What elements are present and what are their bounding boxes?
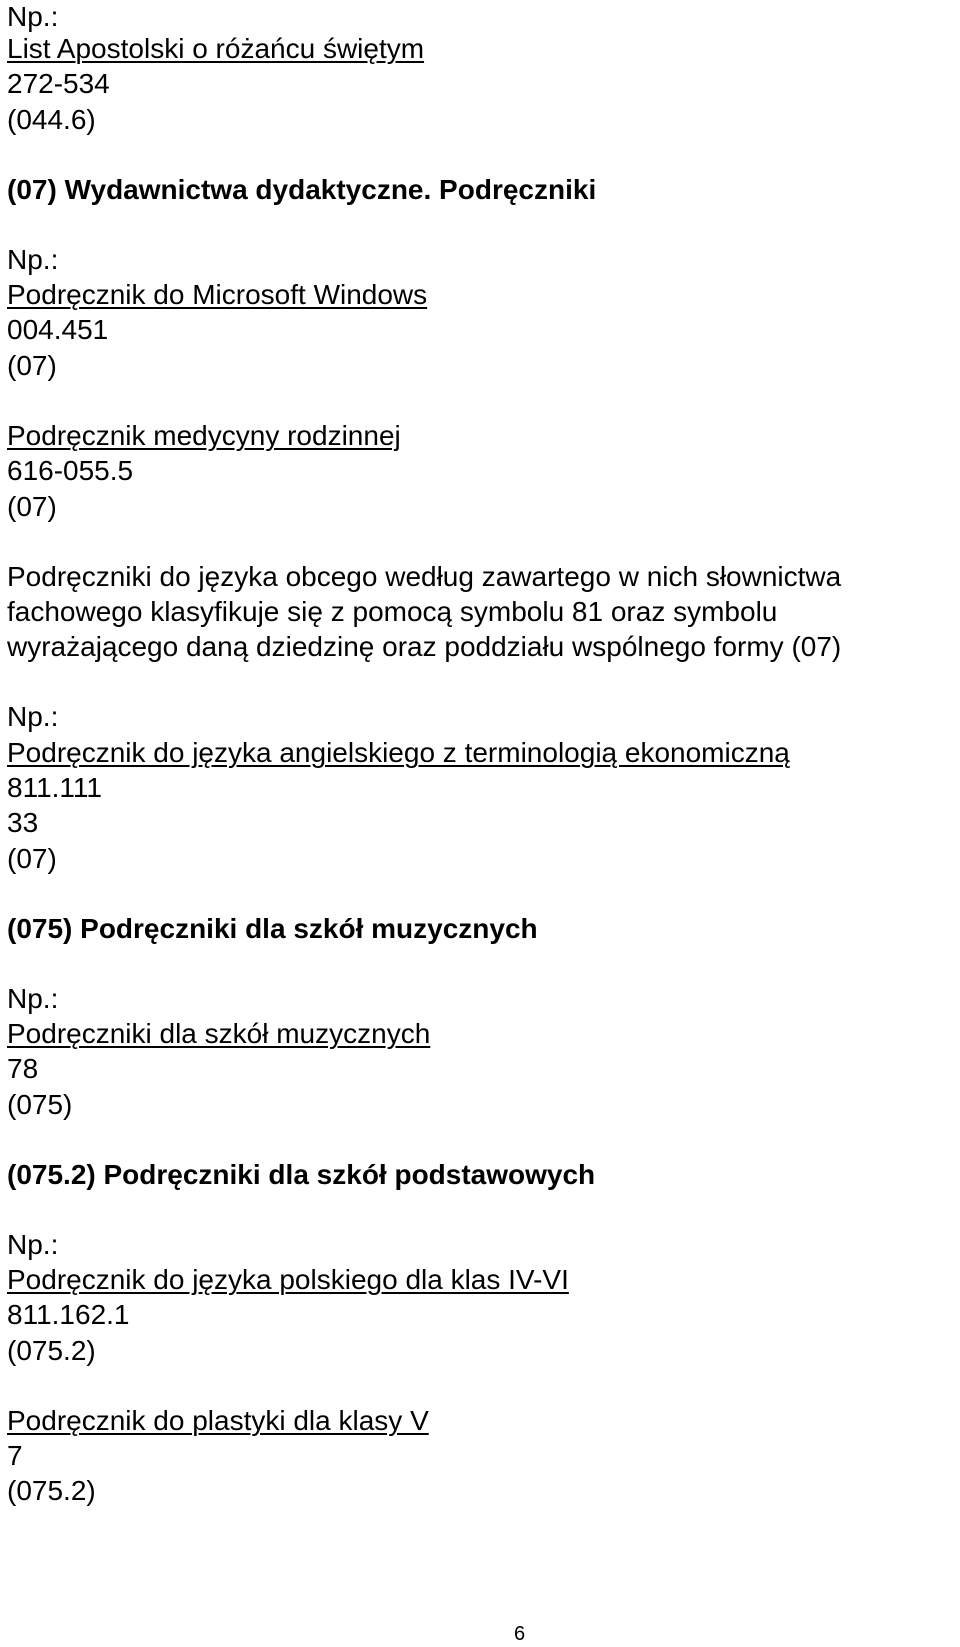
udc-code: (075.2) (7, 1475, 96, 1506)
example-label: Np.: (7, 983, 59, 1014)
udc-code: 33 (7, 807, 39, 838)
page-number: 6 (514, 1623, 526, 1645)
udc-code: 78 (7, 1053, 39, 1084)
example-title: Podręcznik do języka angielskiego z terminologią ekonomiczną (7, 737, 790, 768)
example-title: Podręcznik do plastyki dla klasy V (7, 1405, 429, 1436)
udc-code: 004.451 (7, 314, 109, 345)
example-label: Np.: (7, 701, 59, 732)
udc-code: (044.6) (7, 104, 96, 135)
udc-code: 811.111 (7, 772, 102, 803)
udc-code: (075.2) (7, 1335, 96, 1366)
udc-code: (075) (7, 1089, 73, 1120)
example-title: List Apostolski o różańcu świętym (7, 33, 425, 64)
udc-code: 811.162.1 (7, 1299, 130, 1330)
example-label: Np.: (7, 1229, 59, 1260)
section-heading: (075.2) Podręczniki dla szkół podstawowych (7, 1159, 596, 1190)
example-title: Podręcznik medycyny rodzinnej (7, 420, 401, 451)
section-heading: (07) Wydawnictwa dydaktyczne. Podręczniki (7, 174, 597, 205)
note-line: wyrażającego daną dziedzinę oraz poddziału wspólnego formy (07) (7, 631, 842, 662)
note-line: Podręczniki do języka obcego według zawartego w nich słownictwa (7, 561, 842, 592)
example-title: Podręcznik do języka polskiego dla klas IV-VI (7, 1264, 569, 1295)
udc-code: 7 (7, 1440, 23, 1471)
udc-code: (07) (7, 843, 57, 874)
note-line: fachowego klasyfikuje się z pomocą symbolu 81 oraz symbolu (7, 596, 778, 627)
example-title: Podręcznik do Microsoft Windows (7, 279, 428, 310)
example-label: Np.: (7, 244, 59, 275)
udc-code: (07) (7, 491, 57, 522)
section-heading: (075) Podręczniki dla szkół muzycznych (7, 913, 538, 944)
udc-code: 272-534 (7, 68, 110, 99)
example-label: Np.: (7, 1, 59, 32)
example-title: Podręczniki dla szkół muzycznych (7, 1018, 431, 1049)
udc-code: 616-055.5 (7, 455, 134, 486)
udc-code: (07) (7, 350, 57, 381)
